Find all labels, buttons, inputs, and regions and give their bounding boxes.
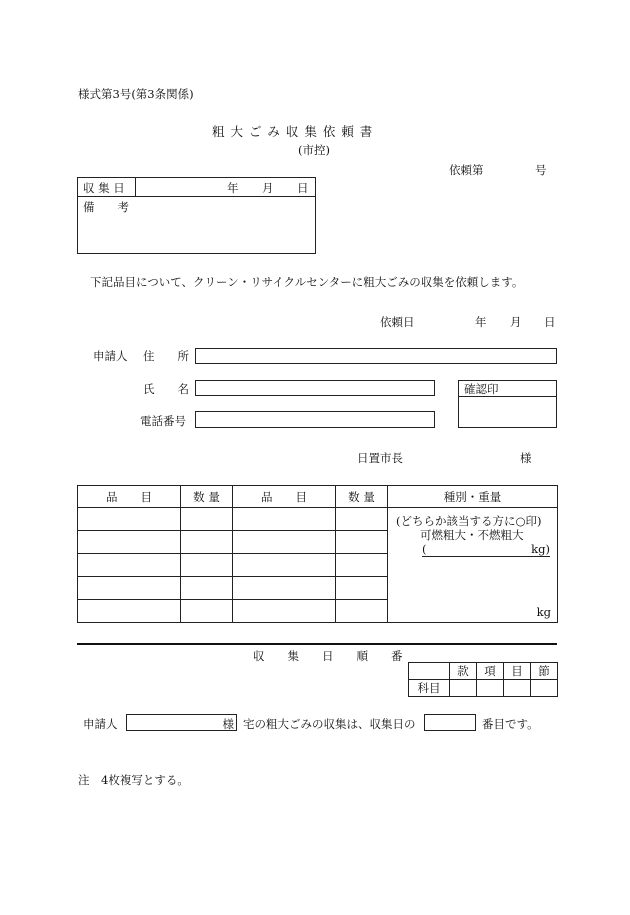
order-number-field[interactable] (424, 714, 476, 731)
fee-table (408, 662, 558, 697)
items-header-qty-2: 数 量 (336, 486, 388, 508)
form-subtitle: (市控) (298, 143, 330, 157)
type-note: (どちらか該当する方に○印) (396, 514, 542, 528)
qty-cell[interactable] (336, 508, 388, 531)
fee-cell[interactable] (450, 680, 477, 697)
qty-cell[interactable] (181, 600, 233, 623)
order-title: 収 集 日 順 番 (253, 649, 403, 663)
item-cell[interactable] (78, 508, 181, 531)
item-cell[interactable] (78, 531, 181, 554)
fee-cell[interactable] (477, 680, 504, 697)
type-options[interactable]: 可燃粗大・不燃粗大 (420, 528, 524, 542)
qty-cell[interactable] (181, 508, 233, 531)
kg-open: ( (422, 542, 427, 556)
phone-field[interactable] (195, 411, 435, 428)
items-header-item-1: 品 目 (78, 486, 181, 508)
fee-header-moku: 目 (504, 663, 531, 680)
qty-cell[interactable] (336, 531, 388, 554)
collection-box-divider (77, 196, 316, 197)
qty-cell[interactable] (181, 531, 233, 554)
collection-date-label: 収 集 日 (83, 181, 125, 195)
order-middle-text: 宅の粗大ごみの収集は、収集日の (243, 717, 416, 731)
request-date-month: 月 (510, 315, 522, 329)
item-cell[interactable] (233, 600, 336, 623)
address-field[interactable] (195, 348, 557, 364)
name-field[interactable] (195, 380, 435, 396)
request-number-suffix: 号 (535, 163, 547, 177)
seal-label: 確認印 (464, 382, 499, 396)
form-title: 粗 大 ご み 収 集 依 頼 書 (212, 124, 374, 139)
qty-cell[interactable] (181, 554, 233, 577)
qty-cell[interactable] (336, 577, 388, 600)
addressee-label: 日置市長 (357, 451, 403, 465)
fee-cell[interactable] (504, 680, 531, 697)
item-cell[interactable] (233, 531, 336, 554)
item-cell[interactable] (78, 600, 181, 623)
items-table (77, 485, 558, 623)
fee-header-setsu: 節 (531, 663, 558, 680)
collection-month: 月 (262, 181, 274, 195)
fee-table-corner (409, 663, 450, 680)
phone-label: 電話番号 (140, 414, 186, 428)
order-applicant-field[interactable] (126, 714, 237, 731)
fee-cell[interactable] (531, 680, 558, 697)
items-header-item-2: 品 目 (233, 486, 336, 508)
collection-box-vdivider (135, 177, 136, 196)
items-header-type-weight: 種別・重量 (388, 486, 558, 508)
qty-cell[interactable] (181, 577, 233, 600)
kg-total: kg (536, 605, 551, 619)
collection-day: 日 (297, 181, 309, 195)
request-date-day: 日 (544, 315, 556, 329)
item-cell[interactable] (233, 554, 336, 577)
item-cell[interactable] (78, 554, 181, 577)
items-header-qty-1: 数 量 (181, 486, 233, 508)
request-date-label: 依頼日 (380, 315, 415, 329)
request-date-year: 年 (475, 315, 487, 329)
collection-year: 年 (227, 181, 239, 195)
item-cell[interactable] (78, 577, 181, 600)
order-applicant-label: 申請人 (83, 717, 118, 731)
intro-text: 下記品目について、クリーン・リサイクルセンターに粗大ごみの収集を依頼します。 (90, 275, 524, 289)
name-label: 氏 名 (143, 382, 189, 396)
form-number: 様式第3号(第3条関係) (78, 87, 194, 101)
qty-cell[interactable] (336, 554, 388, 577)
table-row (78, 508, 558, 531)
item-cell[interactable] (233, 508, 336, 531)
request-number-label: 依頼第 (449, 163, 484, 177)
item-cell[interactable] (233, 577, 336, 600)
remarks-label: 備 考 (83, 200, 129, 214)
footnote: 注 4枚複写とする。 (78, 773, 189, 787)
qty-cell[interactable] (336, 600, 388, 623)
section-separator (77, 643, 557, 645)
fee-header-kan: 款 (450, 663, 477, 680)
fee-row-label: 科目 (409, 680, 450, 697)
type-weight-cell (388, 508, 558, 623)
address-label: 住 所 (143, 349, 189, 363)
kg-close: kg) (531, 542, 550, 556)
order-honorific: 様 (222, 717, 234, 731)
applicant-label: 申請人 (93, 349, 128, 363)
kg-line (422, 542, 550, 557)
addressee-honorific: 様 (520, 451, 532, 465)
fee-header-kou: 項 (477, 663, 504, 680)
order-suffix: 番目です。 (482, 717, 539, 731)
